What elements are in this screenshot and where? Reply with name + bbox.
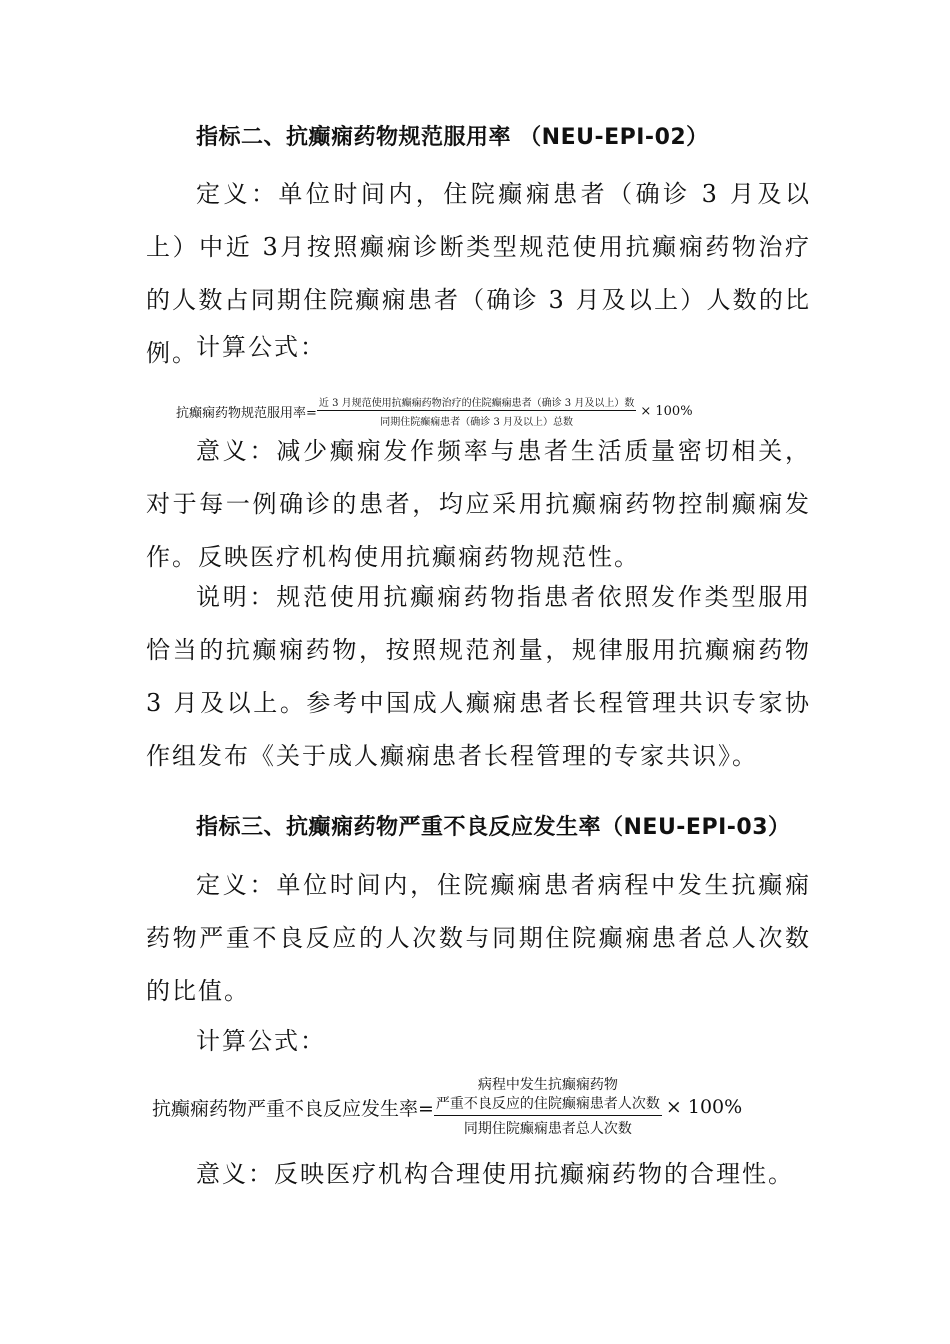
formula-denominator: 同期住院癫痫患者总人次数 — [463, 1121, 632, 1137]
formula-numerator-line2: 严重不良反应的住院癫痫患者人次数 — [435, 1096, 660, 1112]
formula-lhs: 抗癫痫药物严重不良反应发生率= — [152, 1097, 434, 1120]
section2-note: 说明：规范使用抗癫痫药物指患者依照发作类型服用恰当的抗癫痫药物，按照规范剂量，规律服用抗癫痫药物 3 月及以上。参考中国成人癫痫患者长程管理共识专家协作组发布《关于成人癫痫患者长程管理的专家共识》。 — [146, 583, 811, 770]
formula-lhs: 抗癫痫药物规范服用率= — [176, 405, 317, 421]
formula-multiplier: × 100% — [640, 403, 693, 419]
section3-formula — [152, 1076, 742, 1138]
section2-definition: 定义：单位时间内，住院癫痫患者（确诊 3 月及以上）中近 3月按照癫痫诊断类型规范使用抗癫痫药物治疗的人数占同期住院癫痫患者（确诊 3 月及以上）人数的比例。 — [146, 180, 811, 367]
formula-numerator: 近 3 月规范使用抗癫痫药物治疗的住院癫痫患者（确诊 3 月及以上）数 — [317, 394, 636, 411]
section2-formula-label: 计算公式： — [196, 333, 326, 361]
formula-fraction — [434, 1076, 662, 1138]
section3-definition: 定义：单位时间内，住院癫痫患者病程中发生抗癫痫药物严重不良反应的人次数与同期住院癫痫患者总人次数的比值。 — [146, 871, 811, 1005]
section3-formula-label: 计算公式： — [196, 1027, 326, 1055]
section3-heading: 指标三、抗癫痫药物严重不良反应发生率（NEU-EPI-03） — [196, 815, 791, 840]
formula-denominator: 同期住院癫痫患者（确诊 3 月及以上）总数 — [380, 417, 573, 428]
formula-multiplier: × 100% — [665, 1096, 743, 1118]
formula-fraction — [317, 394, 636, 428]
formula-numerator-line1: 病程中发生抗癫痫药物 — [477, 1077, 618, 1093]
section2-heading: 指标二、抗癫痫药物规范服用率 （NEU-EPI-02） — [196, 125, 709, 150]
section2-meaning: 意义：减少癫痫发作频率与患者生活质量密切相关，对于每一例确诊的患者，均应采用抗癫痫药物控制癫痫发作。反映医疗机构使用抗癫痫药物规范性。 — [146, 437, 811, 571]
formula-numerator — [434, 1076, 662, 1116]
section3-meaning: 意义：反映医疗机构合理使用抗癫痫药物的合理性。 — [196, 1160, 794, 1188]
section2-formula — [176, 394, 693, 428]
